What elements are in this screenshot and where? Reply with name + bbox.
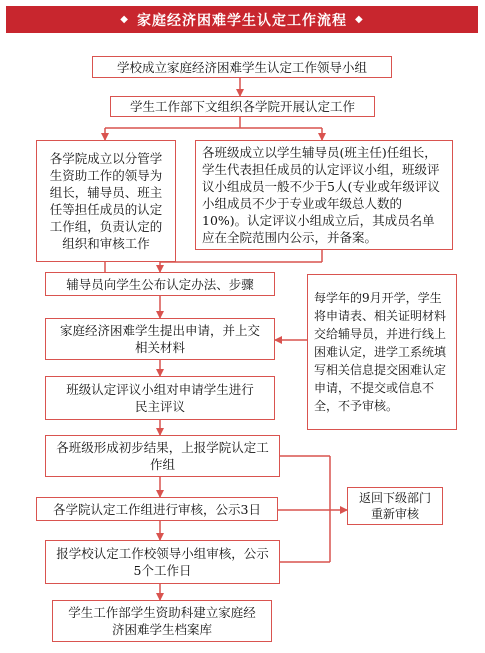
step-class-review-group: 各班级成立以学生辅导员(班主任)任组长，学生代表担任成员的认定评议小组，班级评议小组成员一般不少于5人(专业或年级评议小组成员不少于专业或年级总人数的10%)。认定评议小组成立后，其成员名单应在全院范围内公示，并备案。 (195, 140, 453, 250)
step-school-audit: 报学校认定工作校领导小组审核，公示5个工作日 (45, 540, 280, 584)
step-publish-method: 辅导员向学生公布认定办法、步骤 (45, 272, 275, 296)
diamond-icon: ◆ (120, 14, 129, 25)
step-preliminary-result: 各班级形成初步结果，上报学院认定工作组 (45, 435, 280, 477)
step-build-archive: 学生工作部学生资助科建立家庭经济困难学生档案库 (52, 600, 272, 642)
diamond-icon: ◆ (355, 14, 364, 25)
step-college-audit: 各学院认定工作组进行审核，公示3日 (36, 497, 278, 521)
step-issue-notice: 学生工作部下文组织各学院开展认定工作 (110, 96, 375, 117)
step-class-review: 班级认定评议小组对申请学生进行民主评议 (45, 376, 275, 420)
return-to-lower-dept: 返回下级部门重新审核 (347, 487, 443, 525)
note-application-requirements: 每学年的9月开学，学生将申请表、相关证明材料交给辅导员，并进行线上困难认定，进学工系统填写相关信息提交困难认定申请，不提交或信息不全，不予审核。 (307, 274, 457, 430)
step-student-apply: 家庭经济困难学生提出申请，并上交相关材料 (45, 318, 275, 360)
step-leadership-group: 学校成立家庭经济困难学生认定工作领导小组 (92, 56, 392, 78)
title-text: 家庭经济困难学生认定工作流程 (137, 12, 347, 29)
step-college-working-group: 各学院成立以分管学生资助工作的领导为组长，辅导员、班主任等担任成员的认定工作组，负责认定的组织和审核工作 (36, 140, 176, 262)
